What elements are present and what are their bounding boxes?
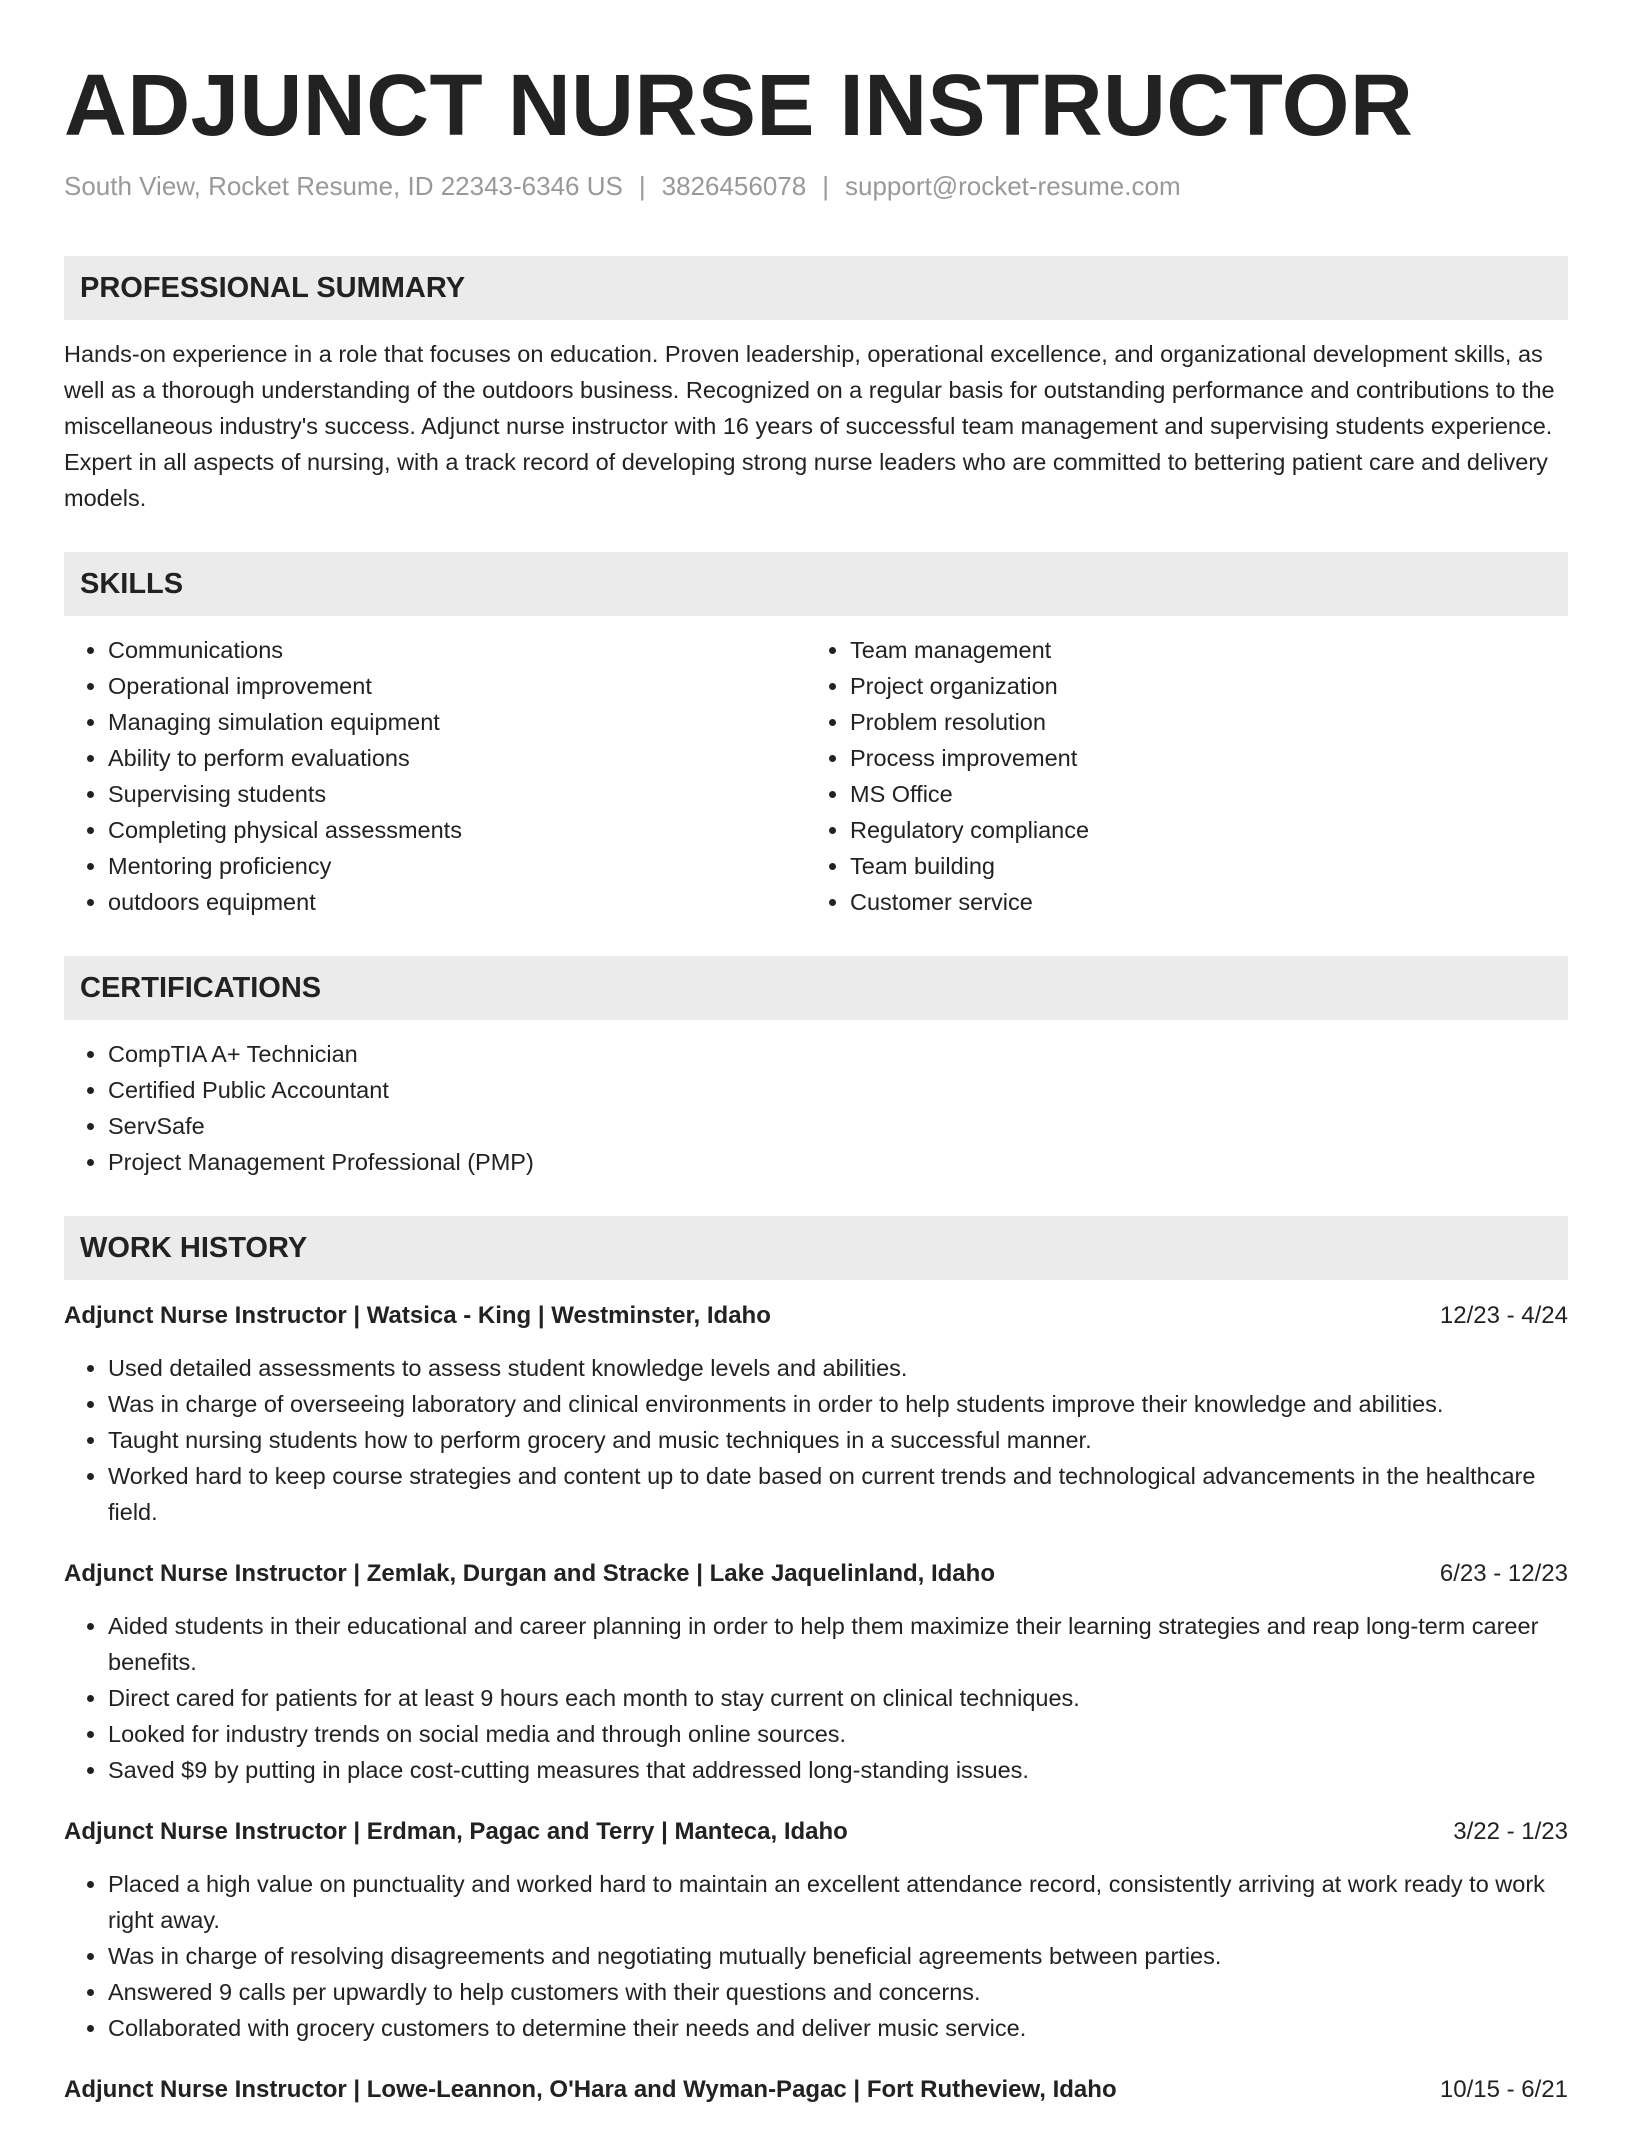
job-dates: 12/23 - 4/24 xyxy=(1439,1302,1568,1329)
skill-item: • Process improvement xyxy=(850,740,1548,776)
skills-list-left xyxy=(64,632,806,920)
contact-email: support@rocket-resume.com xyxy=(844,171,1181,201)
job-bullet: • Looked for industry trends on social media and through online sources. xyxy=(108,1716,1568,1752)
summary-text: Hands-on experience in a role that focuses on education. Proven leadership, operational excellence, and organizational development skills, as well as a thorough understanding of the outdoors business. Recognized on a regular basis for outstanding performance and contributions to the miscellaneous industry's success. Adjunct nurse instructor with 16 years of successful team management and supervising students experience. Expert in all aspects of nursing, with a track record of developing strong nurse leaders who are committed to bettering patient care and delivery models. xyxy=(64,341,1555,511)
skill-item: • Communications xyxy=(108,632,806,668)
job-header xyxy=(64,1814,1568,1850)
certification-item: • Project Management Professional (PMP) xyxy=(108,1144,1568,1180)
certification-item: • ServSafe xyxy=(108,1108,1568,1144)
job-entry xyxy=(64,1298,1568,1530)
skills-columns xyxy=(64,632,1568,920)
contact-address: South View, Rocket Resume, ID 22343-6346 US xyxy=(64,171,623,201)
skill-item: • Managing simulation equipment xyxy=(108,704,806,740)
job-bullet: • Placed a high value on punctuality and worked hard to maintain an excellent attendance record, consistently arriving at work ready to work right away. xyxy=(108,1866,1568,1938)
skill-item: • Regulatory compliance xyxy=(850,812,1548,848)
skills-list-right xyxy=(806,632,1548,920)
skill-item: • Mentoring proficiency xyxy=(108,848,806,884)
job-header xyxy=(64,1298,1568,1334)
job-header xyxy=(64,1556,1568,1592)
job-entry xyxy=(64,2072,1568,2108)
job-bullet: • Worked hard to keep course strategies and content up to date based on current trends and technological advancements in the healthcare field. xyxy=(108,1458,1568,1530)
job-bullets xyxy=(64,1608,1568,1788)
job-title: Adjunct Nurse Instructor | Lowe-Leannon, O'Hara and Wyman-Pagac | Fort Rutheview, Idaho xyxy=(64,2076,1117,2103)
skill-item: • Project organization xyxy=(850,668,1548,704)
job-bullet: • Was in charge of resolving disagreements and negotiating mutually beneficial agreements between parties. xyxy=(108,1938,1568,1974)
skill-item: • Completing physical assessments xyxy=(108,812,806,848)
work-history-list xyxy=(64,1298,1568,2108)
summary-heading: PROFESSIONAL SUMMARY xyxy=(64,256,1568,320)
skills-heading: SKILLS xyxy=(64,552,1568,616)
skill-item: • MS Office xyxy=(850,776,1548,812)
skill-item: • Operational improvement xyxy=(108,668,806,704)
skill-item: • Supervising students xyxy=(108,776,806,812)
resume-page xyxy=(64,0,1568,2134)
certification-item: • Certified Public Accountant xyxy=(108,1072,1568,1108)
job-bullet: • Taught nursing students how to perform grocery and music techniques in a successful manner. xyxy=(108,1422,1568,1458)
certifications-list xyxy=(64,1036,1568,1180)
job-bullets xyxy=(64,1866,1568,2046)
skill-item: • Team building xyxy=(850,848,1548,884)
job-bullet: • Was in charge of overseeing laboratory and clinical environments in order to help students improve their knowledge and abilities. xyxy=(108,1386,1568,1422)
job-bullet: • Collaborated with grocery customers to determine their needs and deliver music service. xyxy=(108,2010,1568,2046)
job-title: Adjunct Nurse Instructor | Watsica - King | Westminster, Idaho xyxy=(64,1302,771,1329)
job-dates: 10/15 - 6/21 xyxy=(1439,2076,1568,2103)
contact-line xyxy=(64,168,1568,204)
job-entry xyxy=(64,1814,1568,2046)
skill-item: • Team management xyxy=(850,632,1548,668)
job-bullets xyxy=(64,1350,1568,1530)
skill-item: • Customer service xyxy=(850,884,1548,920)
job-bullet: • Used detailed assessments to assess student knowledge levels and abilities. xyxy=(108,1350,1568,1386)
resume-name: ADJUNCT NURSE INSTRUCTOR xyxy=(64,57,1414,154)
skill-item: • Ability to perform evaluations xyxy=(108,740,806,776)
job-title: Adjunct Nurse Instructor | Zemlak, Durgan and Stracke | Lake Jaquelinland, Idaho xyxy=(64,1560,995,1587)
contact-separator: | xyxy=(822,171,829,201)
skill-item: • Problem resolution xyxy=(850,704,1548,740)
certification-item: • CompTIA A+ Technician xyxy=(108,1036,1568,1072)
contact-separator: | xyxy=(638,171,646,201)
job-header xyxy=(64,2072,1568,2108)
work-history-heading: WORK HISTORY xyxy=(64,1216,1568,1280)
certifications-heading: CERTIFICATIONS xyxy=(64,956,1568,1020)
skill-item: • outdoors equipment xyxy=(108,884,806,920)
job-entry xyxy=(64,1556,1568,1788)
job-dates: 6/23 - 12/23 xyxy=(1439,1560,1568,1587)
job-bullet: • Answered 9 calls per upwardly to help customers with their questions and concerns. xyxy=(108,1974,1568,2010)
contact-phone: 3826456078 xyxy=(661,171,807,201)
job-bullet: • Aided students in their educational and career planning in order to help them maximize their learning strategies and reap long-term career benefits. xyxy=(108,1608,1568,1680)
job-dates: 3/22 - 1/23 xyxy=(1453,1818,1568,1845)
job-bullet: • Saved $9 by putting in place cost-cutting measures that addressed long-standing issues. xyxy=(108,1752,1568,1788)
job-bullet: • Direct cared for patients for at least 9 hours each month to stay current on clinical techniques. xyxy=(108,1680,1568,1716)
job-title: Adjunct Nurse Instructor | Erdman, Pagac and Terry | Manteca, Idaho xyxy=(64,1818,848,1845)
